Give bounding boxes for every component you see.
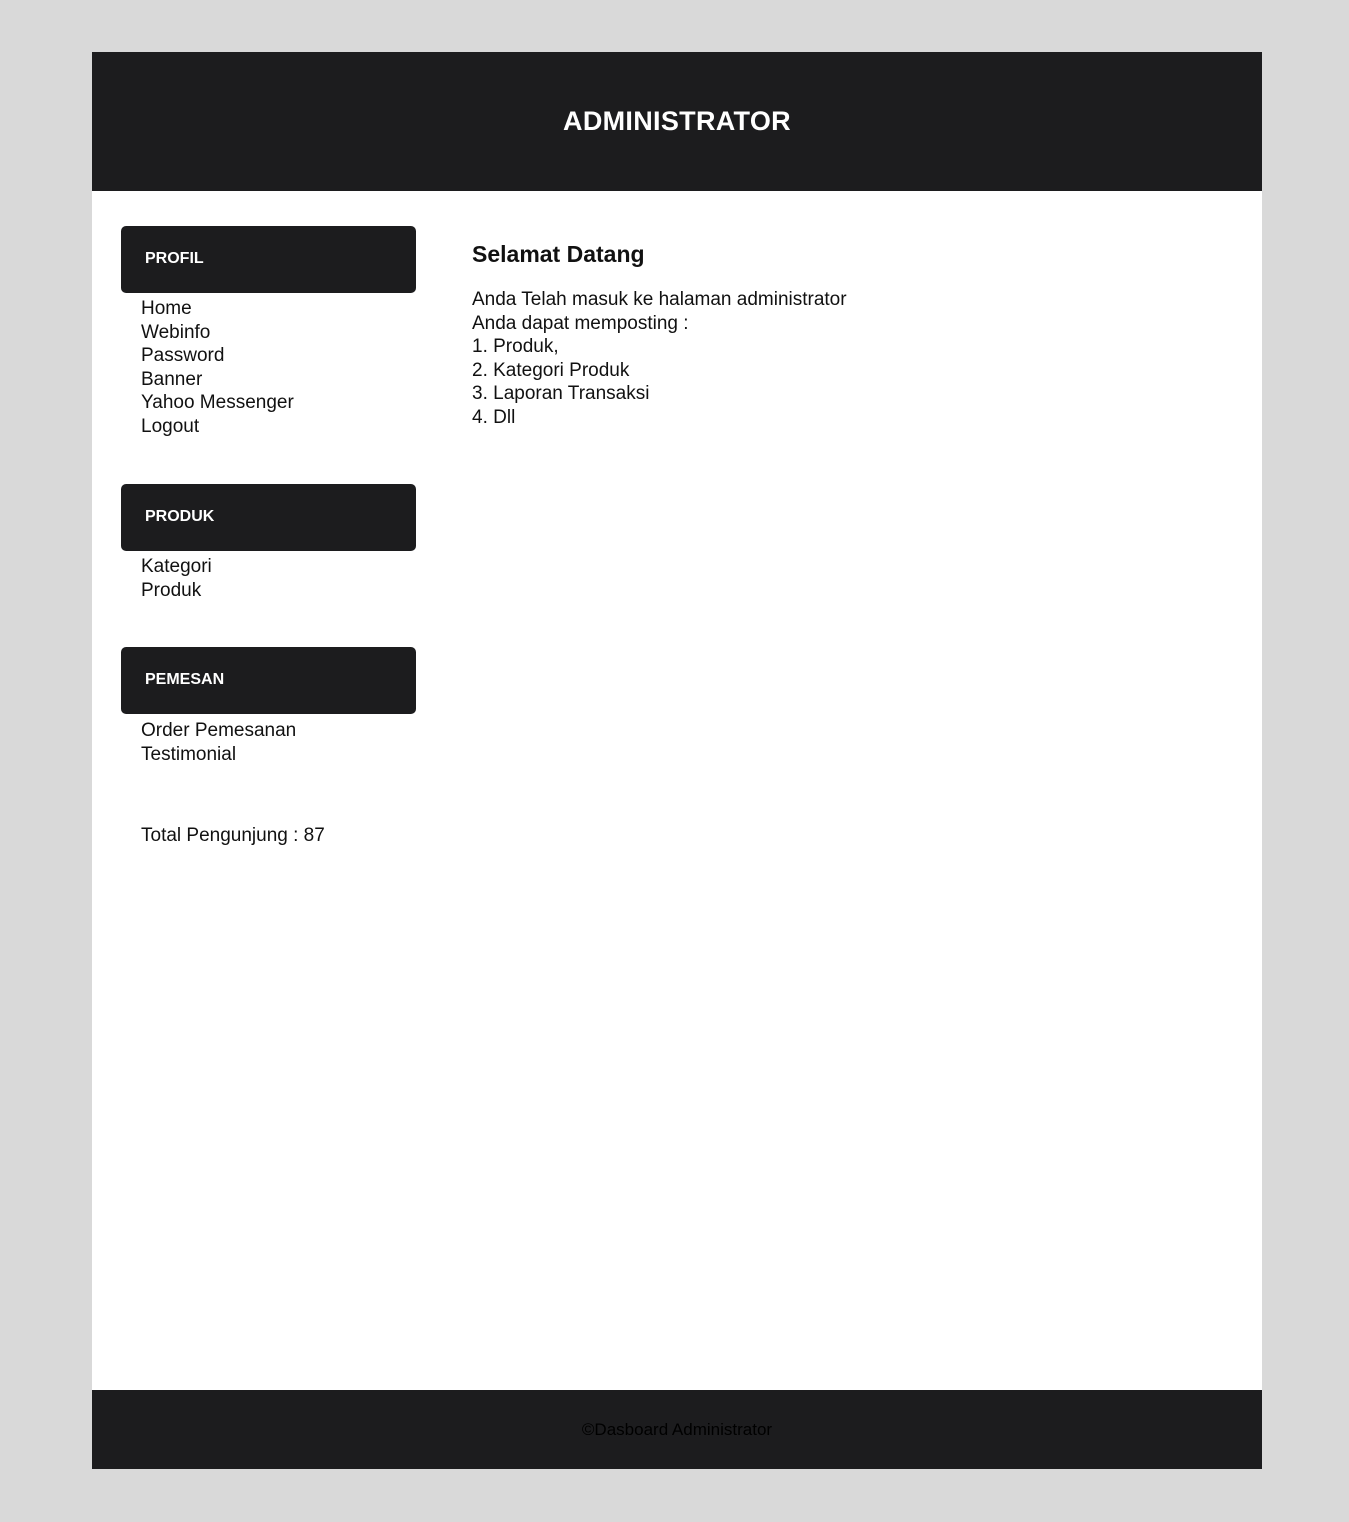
sidebar-section-profil-header: [121, 226, 416, 293]
footer-bar: [92, 1390, 1262, 1469]
sidebar-section-pemesan-header: [121, 647, 416, 714]
welcome-line: 4. Dll: [472, 406, 516, 428]
welcome-line: 3. Laporan Transaksi: [472, 383, 650, 404]
sidebar-item-order-pemesanan[interactable]: Order Pemesanan: [141, 720, 297, 741]
sidebar-menu-profil: [141, 297, 294, 438]
welcome-text: [472, 288, 1232, 429]
page-title: ADMINISTRATOR: [563, 106, 791, 136]
main-content: [472, 240, 1232, 429]
sidebar-section-title: PROFIL: [145, 250, 204, 267]
sidebar-item-home[interactable]: Home: [141, 298, 192, 319]
sidebar-item-produk[interactable]: Produk: [141, 579, 202, 601]
sidebar-item-logout[interactable]: Logout: [141, 415, 200, 437]
welcome-line: 1. Produk,: [472, 336, 559, 357]
sidebar-item-testimonial[interactable]: Testimonial: [141, 743, 237, 765]
welcome-line: Anda Telah masuk ke halaman administrator: [472, 289, 847, 310]
sidebar-section-title: PRODUK: [145, 508, 215, 525]
sidebar-menu-produk: [141, 555, 212, 602]
sidebar-item-password[interactable]: Password: [141, 345, 225, 366]
sidebar-section-title: PEMESAN: [145, 671, 225, 688]
sidebar-item-webinfo[interactable]: Webinfo: [141, 321, 211, 343]
header-bar: [92, 52, 1262, 191]
footer-copyright: ©Dasboard Administrator: [581, 1420, 773, 1439]
sidebar-item-kategori[interactable]: Kategori: [141, 556, 212, 577]
sidebar-menu-pemesan: [141, 719, 296, 766]
page-wrapper: [92, 52, 1262, 1469]
sidebar-item-yahoo-messenger[interactable]: Yahoo Messenger: [141, 392, 294, 413]
welcome-heading: Selamat Datang: [472, 241, 645, 267]
welcome-line: Anda dapat memposting :: [472, 312, 689, 334]
welcome-line: 2. Kategori Produk: [472, 359, 630, 381]
visitor-counter: Total Pengunjung : 87: [141, 825, 325, 846]
sidebar-section-produk-header: [121, 484, 416, 551]
sidebar-item-banner[interactable]: Banner: [141, 368, 203, 390]
